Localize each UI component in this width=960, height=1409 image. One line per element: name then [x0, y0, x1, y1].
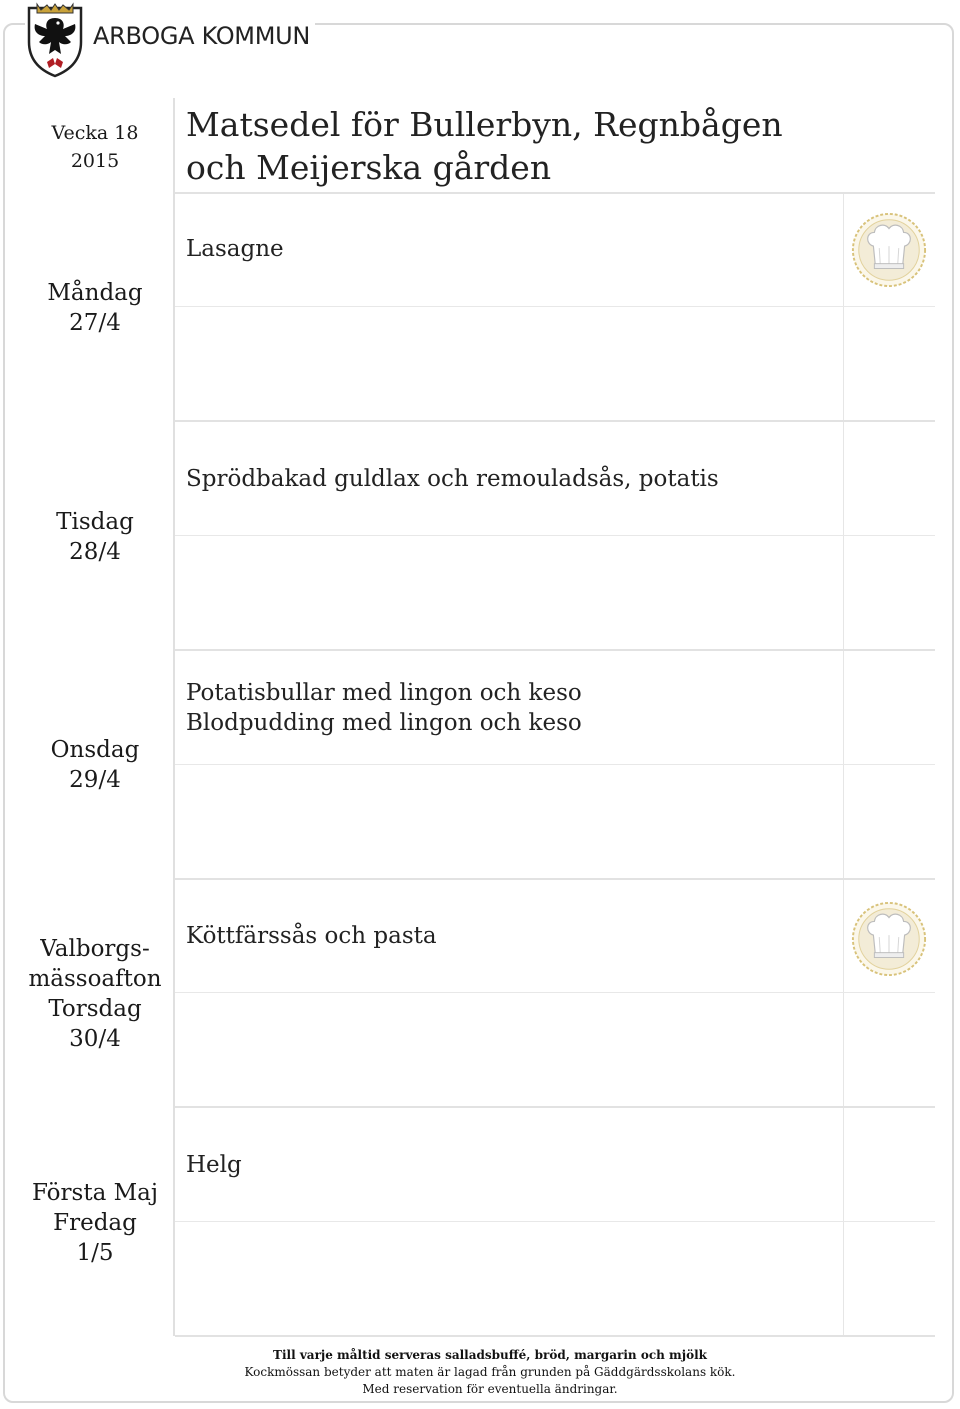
footer-line-3: Med reservation för eventuella ändringar. — [362, 1382, 618, 1396]
day-name-holiday: Första Maj — [31, 1180, 158, 1206]
meal-friday: Helg — [186, 1152, 242, 1178]
week-number: Vecka 18 — [51, 122, 139, 144]
page-title: Matsedel för Bullerbyn, Regnbågen och Meijerska gården — [186, 105, 783, 187]
row-divider — [175, 1335, 935, 1337]
brand-name: ARBOGA KOMMUN — [93, 22, 311, 50]
column-divider — [173, 98, 175, 1336]
day-name: Onsdag — [50, 737, 140, 763]
row-divider — [175, 878, 935, 880]
day-label-tuesday — [22, 507, 168, 567]
day-name: Valborgs- — [40, 936, 150, 962]
week-label — [22, 119, 168, 175]
day-name: Fredag — [53, 1210, 137, 1236]
meal-thursday: Köttfärssås och pasta — [186, 923, 437, 949]
day-label-wednesday — [22, 735, 168, 795]
row-subdivider — [175, 764, 935, 765]
row-subdivider — [175, 306, 935, 307]
day-name: Måndag — [47, 280, 143, 306]
day-date: 27/4 — [69, 310, 121, 336]
meal-wednesday: Potatisbullar med lingon och keso Blodpudding med lingon och keso — [186, 680, 582, 736]
header — [25, 2, 315, 82]
footer-line-2: Kockmössan betyder att maten är lagad från grunden på Gäddgärdsskolans kök. — [244, 1365, 736, 1379]
footer-line-1: Till varje måltid serveras salladsbuffé, bröd, margarin och mjölk — [273, 1348, 707, 1362]
day-date: 29/4 — [69, 767, 121, 793]
day-name-cont: mässoafton — [28, 966, 162, 992]
day-date: 1/5 — [76, 1240, 114, 1266]
footer-notes — [220, 1347, 760, 1398]
day-date: 30/4 — [69, 1026, 121, 1052]
row-subdivider — [175, 535, 935, 536]
row-divider — [175, 649, 935, 651]
chef-hat-icon — [850, 900, 928, 978]
day-name: Tisdag — [56, 509, 134, 535]
meal-monday: Lasagne — [186, 236, 284, 262]
row-subdivider — [175, 992, 935, 993]
day-name-weekday: Torsdag — [48, 996, 142, 1022]
row-divider — [175, 420, 935, 422]
week-year: 2015 — [70, 150, 120, 172]
chef-hat-icon — [850, 211, 928, 289]
coat-of-arms-icon — [25, 2, 85, 78]
row-divider — [175, 1106, 935, 1108]
day-label-thursday — [22, 934, 168, 1054]
day-label-monday — [22, 278, 168, 338]
meal-tuesday: Sprödbakad guldlax och remouladsås, potatis — [186, 466, 719, 492]
row-divider — [175, 192, 935, 194]
day-date: 28/4 — [69, 539, 121, 565]
row-subdivider — [175, 1221, 935, 1222]
day-label-friday — [22, 1178, 168, 1268]
